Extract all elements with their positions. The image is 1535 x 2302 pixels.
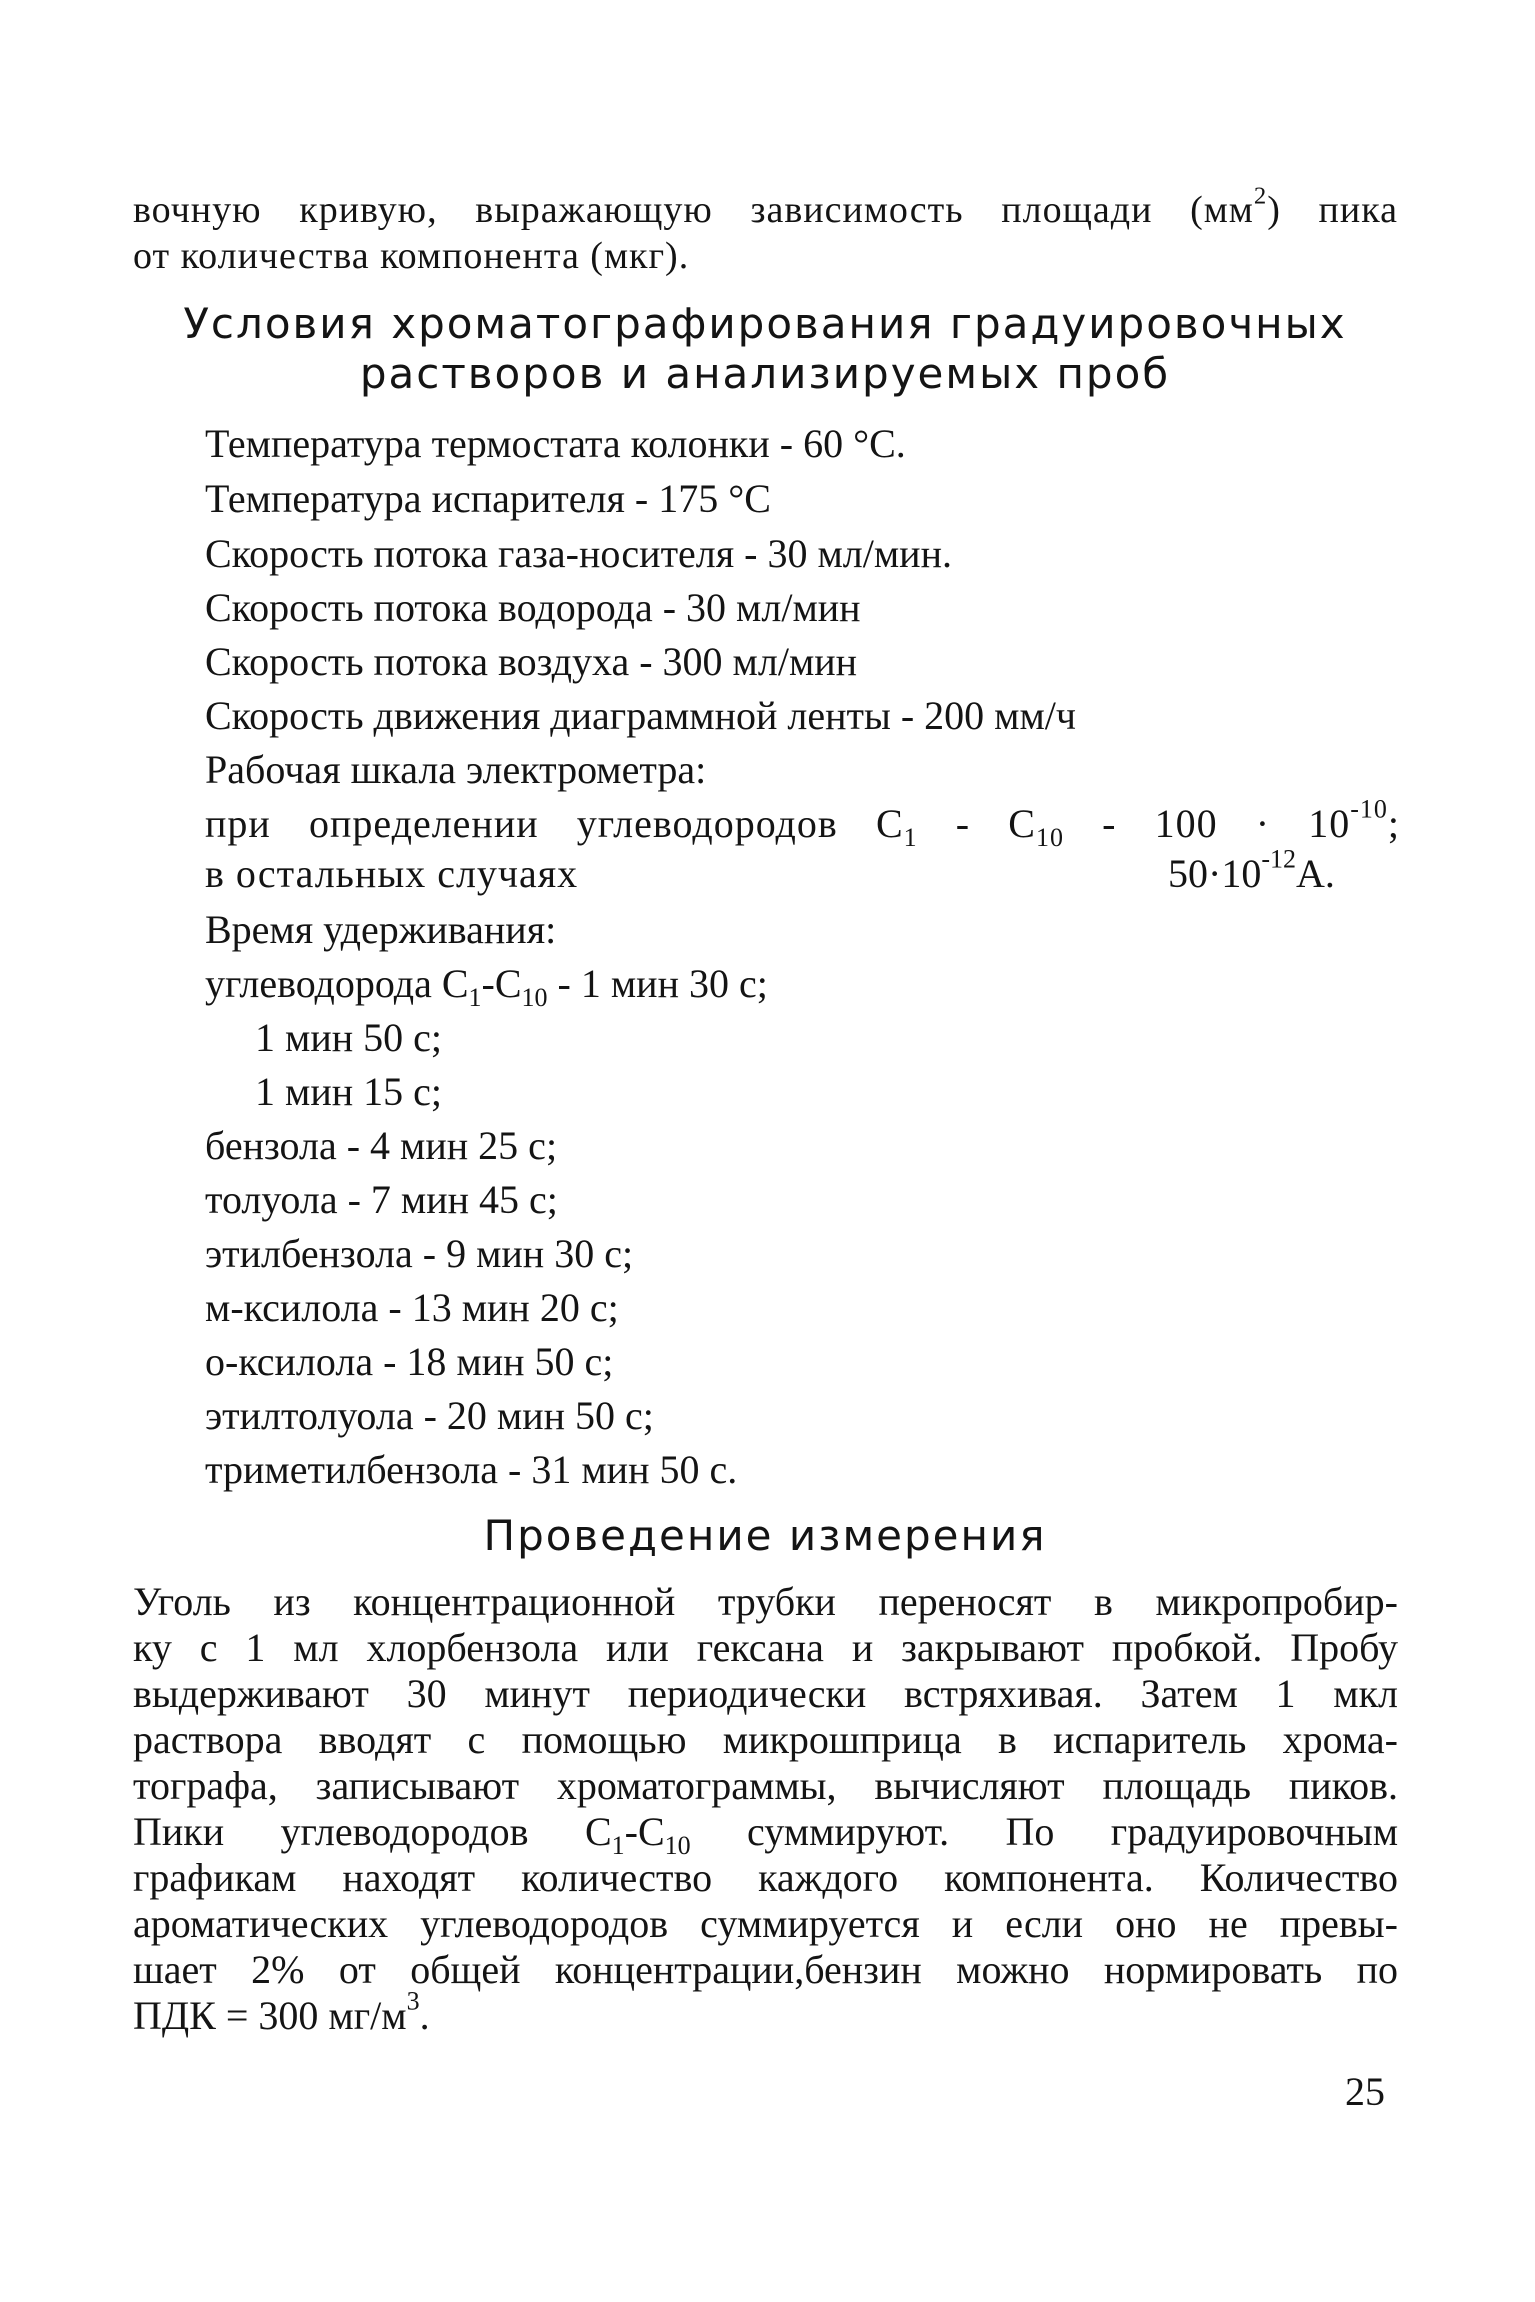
retention-o-xylene: о-ксилола - 18 мин 50 с; xyxy=(205,1339,614,1384)
retention-extra-2: 1 мин 15 с; xyxy=(255,1069,442,1114)
section-title-conditions-1: Условия хроматографирования градуировочных xyxy=(183,299,1347,348)
paragraph-line-2: ку с 1 мл хлорбензола или гексана и закрывают пробкой. Пробу xyxy=(133,1625,1398,1670)
condition-hydrogen: Скорость потока водорода - 30 мл/мин xyxy=(205,585,861,630)
retention-toluene: толуола - 7 мин 45 с; xyxy=(205,1177,558,1222)
retention-ethyltoluene: этилтолуола - 20 мин 50 с; xyxy=(205,1393,654,1438)
paragraph-line-10: ПДК = 300 $мг/м^3$. xyxy=(133,1986,430,2038)
paragraph-line-8: ароматических углеводородов суммируется и если оно не превы- xyxy=(133,1901,1398,1946)
intro-line-1: вочную кривую, выражающую зависимость площади $(мм^2)$ пика xyxy=(133,182,1398,231)
page-number: 25 xyxy=(1345,2069,1385,2114)
intro-line-2: от количества компонента (мкг). xyxy=(133,235,690,277)
paragraph-line-3: выдерживают 30 минут периодически встряхивая. Затем 1 мкл xyxy=(133,1671,1398,1716)
retention-m-xylene: м-ксилола - 13 мин 20 с; xyxy=(205,1285,619,1330)
scale-hydrocarbons: при определении углеводородов $С_1 - С_{10} - 100 \cdot 10^{-10}$; xyxy=(205,794,1400,853)
retention-extra-1: 1 мин 50 с; xyxy=(255,1015,442,1060)
paragraph-line-7: графикам находят количество каждого компонента. Количество xyxy=(133,1855,1398,1900)
condition-evaporator: Температура испарителя - 175 °С xyxy=(205,476,771,521)
paragraph-line-1: Уголь из концентрационной трубки переносят в микропробир- xyxy=(133,1579,1398,1624)
condition-chart-speed: Скорость движения диаграммной ленты - 200 мм/ч xyxy=(205,693,1077,738)
condition-thermostat: Температура термостата колонки - 60 °С. xyxy=(205,421,906,466)
section-title-measurement: Проведение измерения xyxy=(483,1511,1047,1560)
retention-title: Время удерживания: xyxy=(205,907,557,952)
paragraph-line-6: Пики углеводородов $С_1-С_{10}$ суммируют. По градуировочным xyxy=(133,1809,1399,1861)
condition-air: Скорость потока воздуха - 300 мл/мин xyxy=(205,639,858,684)
scale-other-value: $50\cdot 10^{-12}А$. xyxy=(1168,844,1335,896)
retention-trimethylbenzene: триметилбензола - 31 мин 50 с. xyxy=(205,1447,738,1492)
retention-hydrocarbons: углеводорода $С_1-С_{10} - 1$ мин 30 с; xyxy=(205,961,768,1013)
scale-title: Рабочая шкала электрометра: xyxy=(205,747,707,792)
paragraph-line-4: раствора вводят с помощью микрошприца в испаритель хрома- xyxy=(133,1717,1398,1762)
retention-benzene: бензола - 4 мин 25 с; xyxy=(205,1123,558,1168)
paragraph-line-5: тографа, записывают хроматограммы, вычисляют площадь пиков. xyxy=(133,1763,1398,1808)
paragraph-line-9: шает 2% от общей концентрации,бензин можно нормировать по xyxy=(133,1947,1398,1992)
condition-carrier-gas: Скорость потока газа-носителя - 30 мл/мин. xyxy=(205,531,952,576)
section-title-conditions-2: растворов и анализируемых проб xyxy=(359,349,1171,398)
retention-ethylbenzene: этилбензола - 9 мин 30 с; xyxy=(205,1231,634,1276)
scale-other-label: в остальных случаях xyxy=(205,851,579,896)
